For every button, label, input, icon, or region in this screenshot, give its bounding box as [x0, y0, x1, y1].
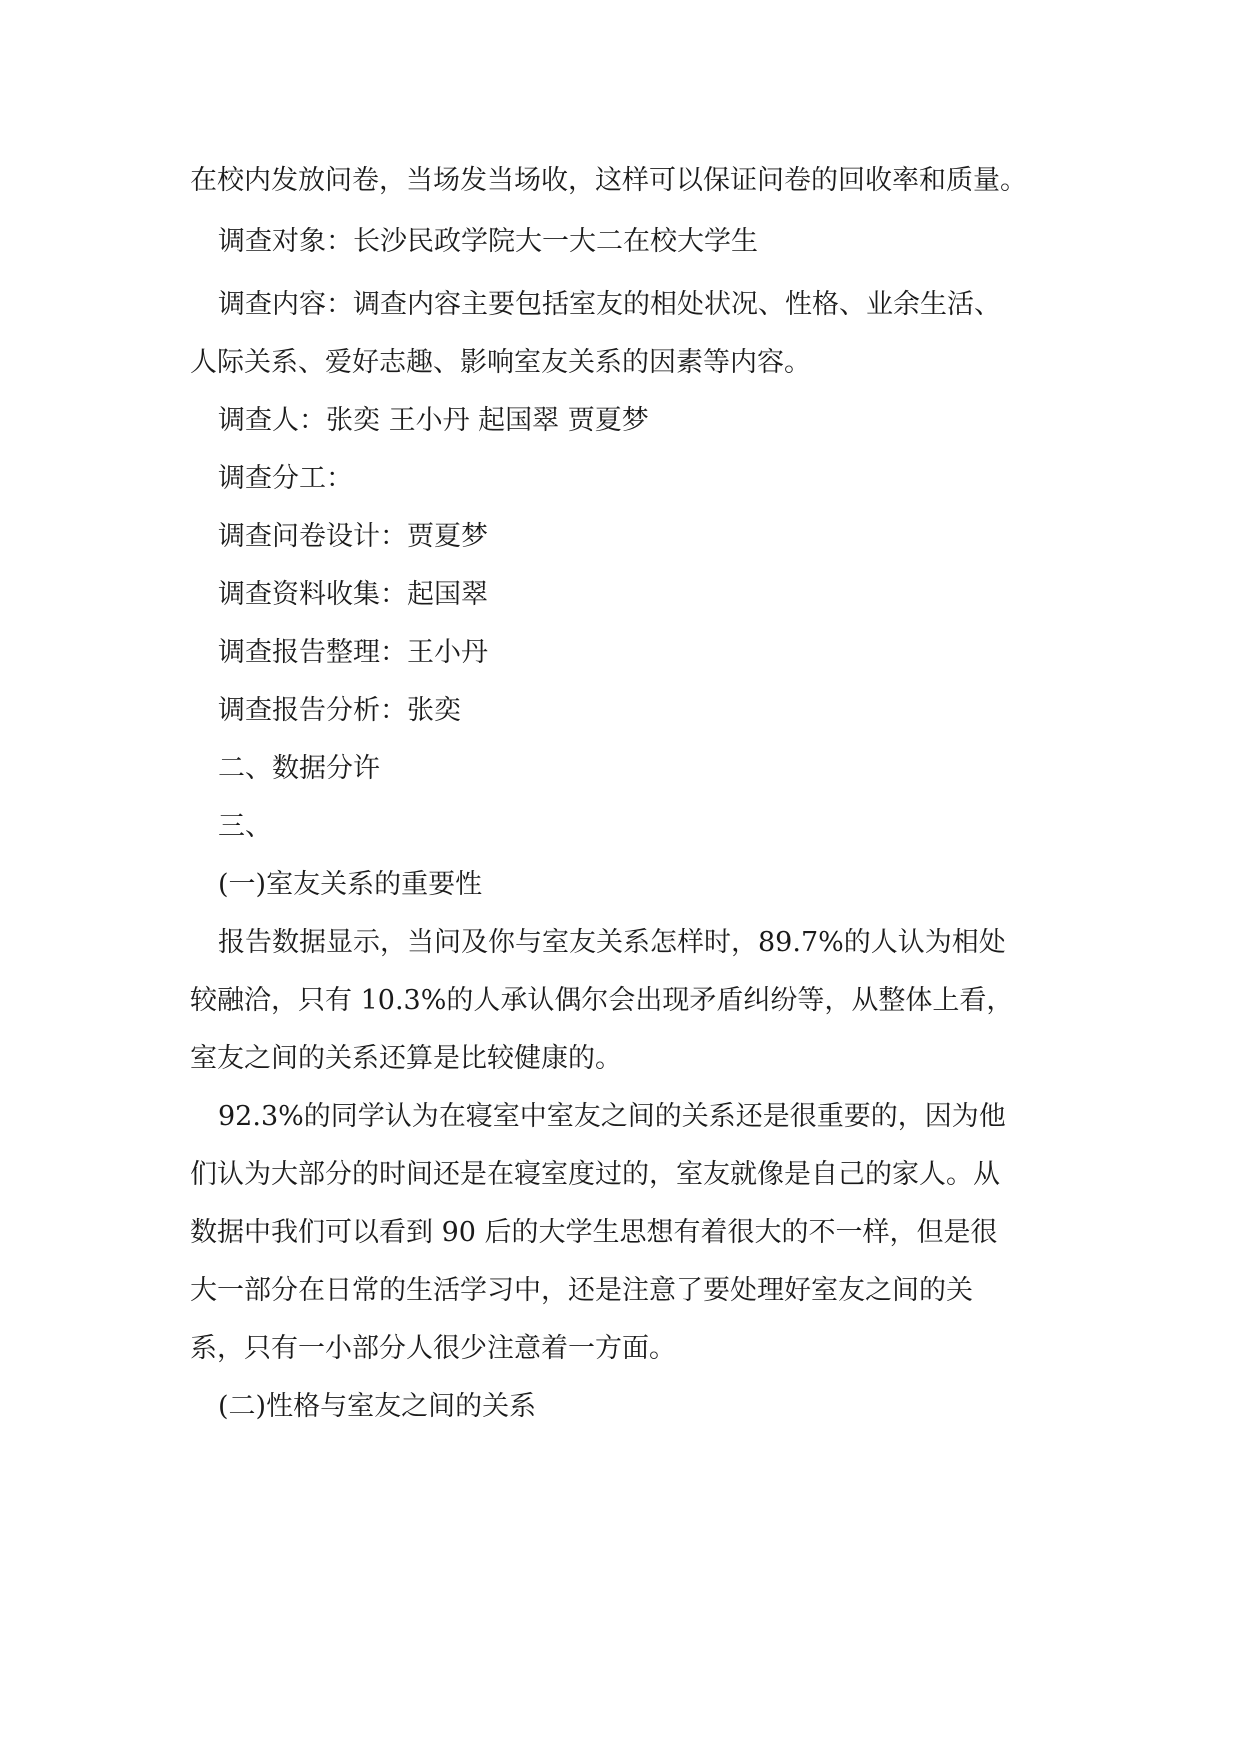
- paragraph-line: 数据中我们可以看到 90 后的大学生思想有着很大的不一样，但是很: [190, 1217, 998, 1248]
- paragraph-line: 较融洽，只有 10.3%的人承认偶尔会出现矛盾纠纷等，从整体上看，: [190, 985, 1014, 1016]
- survey-content-line-cont: 人际关系、爱好志趣、影响室友关系的因素等内容。: [190, 347, 811, 378]
- division-heading: 调查分工：: [218, 463, 353, 494]
- division-item: 调查问卷设计：贾夏梦: [218, 521, 488, 552]
- section-heading: 三、: [218, 811, 272, 842]
- subsection-heading: (二)性格与室友之间的关系: [218, 1391, 537, 1422]
- paragraph-line: 大一部分在日常的生活学习中，还是注意了要处理好室友之间的关: [190, 1275, 973, 1306]
- paragraph-line: 报告数据显示，当问及你与室友关系怎样时，89.7%的人认为相处: [218, 927, 1006, 958]
- paragraph-line: 们认为大部分的时间还是在寝室度过的，室友就像是自己的家人。从: [190, 1159, 1000, 1190]
- paragraph-line: 在校内发放问卷，当场发当场收，这样可以保证问卷的回收率和质量。: [190, 165, 1027, 196]
- surveyors-line: 调查人：张奕 王小丹 起国翠 贾夏梦: [218, 405, 649, 436]
- survey-content-line: 调查内容：调查内容主要包括室友的相处状况、性格、业余生活、: [218, 289, 1001, 320]
- paragraph-line: 92.3%的同学认为在寝室中室友之间的关系还是很重要的，因为他: [218, 1101, 1006, 1132]
- survey-target-line: 调查对象：长沙民政学院大一大二在校大学生: [218, 226, 758, 257]
- subsection-heading: (一)室友关系的重要性: [218, 869, 483, 900]
- section-heading: 二、数据分许: [218, 753, 380, 784]
- division-item: 调查报告整理：王小丹: [218, 637, 488, 668]
- division-item: 调查资料收集：起国翠: [218, 579, 488, 610]
- paragraph-line: 系，只有一小部分人很少注意着一方面。: [190, 1333, 676, 1364]
- division-item: 调查报告分析：张奕: [218, 695, 461, 726]
- paragraph-line: 室友之间的关系还算是比较健康的。: [190, 1043, 622, 1074]
